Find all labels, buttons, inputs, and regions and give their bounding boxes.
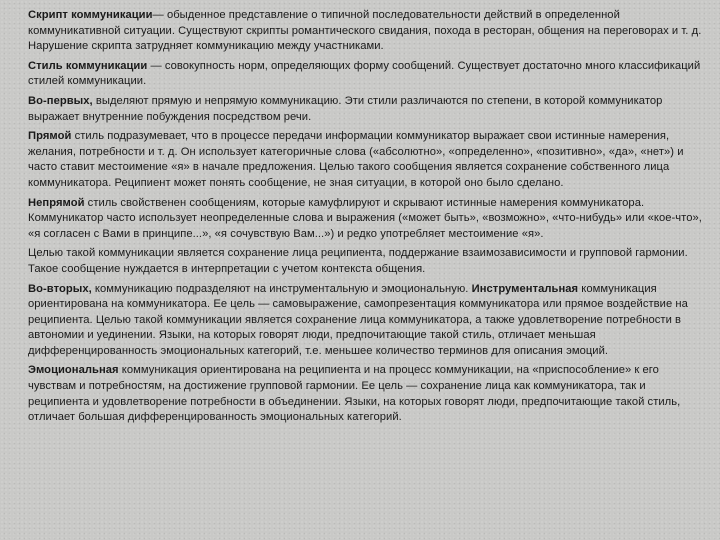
term-instrumental: Инструментальная [471,282,579,295]
term-firstly: Во-первых, [28,94,93,107]
paragraph-text: коммуникация ориентирована на реципиента и на процесс коммуникации, на «приспособление» к его чувствам и потребностям, на достижение групповой гармонии. Ее цель — сохранение лица как коммуникатора, так и реципиента и удовлетворение потребности в объединении. Языки, на которых говорят люди, предпочитающие такой стиль, отличает большая дифференцированность эмоциональных категорий. [28,364,681,424]
paragraph-firstly [28,94,702,125]
paragraph-text: — совокупность норм, определяющих форму сообщений. Существует достаточно много классификаций стилей коммуникации. [28,59,701,88]
paragraph-communication-style [28,59,702,90]
term-communication-script: Скрипт коммуникации [28,9,153,21]
paragraph-indirect-goal [28,246,702,277]
paragraph-emotional [28,363,702,425]
paragraph-text: выделяют прямую и непрямую коммуникацию. Эти стили различаются по степени, в которой коммуникатор выражает внутренние побуждения посредством речи. [28,94,663,123]
paragraph-text: стиль подразумевает, что в процессе передачи информации коммуникатор выражает свои истинные намерения, желания, потребности и т. д. Он использует категоричные слова («абсолютно», «определенно», «позитивно», «да», «нет») и часто ставит местоимение «я» в начале предложения. Целью такого сообщения является сохранение собственного лица коммуникатора. Реципиент может понять сообщение, не зная ситуации, в которой оно было сделано. [28,130,684,189]
term-emotional: Эмоциональная [28,364,119,377]
paragraph-text: коммуникацию подразделяют на инструментальную и эмоциональную. [91,282,472,295]
paragraph-text: стиль свойственен сообщениям, которые камуфлируют и скрывают истинные намерения коммуникатора. Коммуникатор часто использует неопределенные слова и выражения («может быть», «возможно», «что-нибудь» или «кое-что», «я согласен с Вами в принципе...», «я сочувствую Вам...») и редко употребляет местоимение «я». [28,196,702,240]
term-secondly: Во-вторых, [28,282,92,295]
paragraph-text: Целью такой коммуникации является сохранение лица реципиента, поддержание взаимозависимости и групповой гармонии. Такое сообщение нуждается в интерпретации с учетом контекста общения. [28,247,688,275]
paragraph-indirect-style [28,196,702,243]
paragraph-text: — обыденное представление о типичной последовательности действий в определенной коммуникативной ситуации. Существуют скрипты романтического свидания, похода в ресторан, общения на переговорах и т. д. Нарушение скрипта затрудняет коммуникацию между участниками. [28,9,702,53]
term-indirect: Непрямой [28,196,85,209]
term-direct: Прямой [28,130,72,143]
paragraph-communication-script [28,8,702,55]
term-communication-style: Стиль коммуникации [28,59,148,72]
paragraph-direct-style [28,129,702,191]
paragraph-secondly [28,282,702,360]
paragraph-text: коммуникация ориентирована на коммуникатора. Ее цель — самовыражение, самопрезентация коммуникатора или прямое воздействие на реципиента. Целью такой коммуникации является сохранение лица коммуникатора, а также удовлетворение потребности в автономии и уединении. Языки, на которых говорят люди, предпочитающие такой стиль, отличает меньшая дифференцированность эмоциональных категорий, т.е. меньшее количество терминов для описания эмоций. [28,282,688,357]
